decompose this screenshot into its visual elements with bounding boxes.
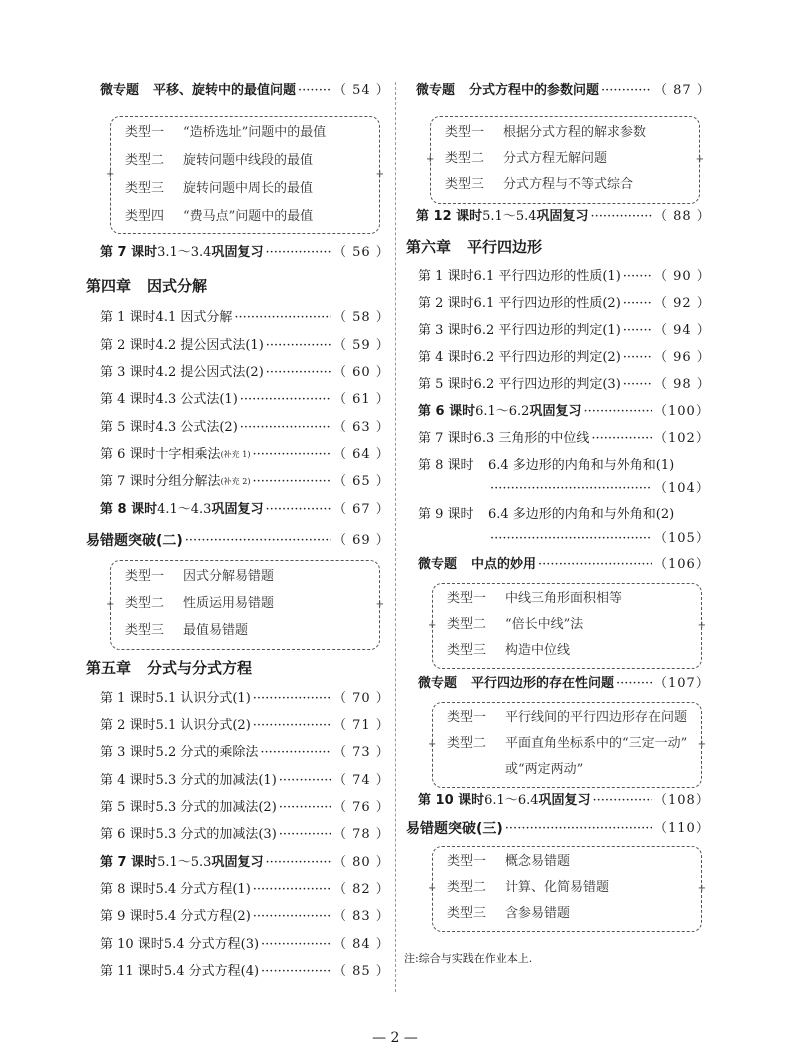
- toc-entry[interactable]: 第 10 课时 5.4 分式方程(3) ····· （ 84 ）: [100, 934, 385, 956]
- toc-entry-errors[interactable]: 易错题突破(三) ····· （110）: [406, 818, 706, 840]
- chapter-heading[interactable]: 第五章 分式与分式方程: [86, 659, 253, 677]
- toc-entry[interactable]: 第 9 课时 6.4 多边形的内角和与外角和(2): [418, 507, 675, 522]
- entry-title: 巩固复习: [211, 245, 264, 260]
- toc-entry[interactable]: 第 2 课时 5.1 认识分式(2) ····· （ 71 ）: [100, 715, 385, 737]
- type-item: + 类型一 概念易错题: [447, 854, 571, 869]
- type-item: 类型二 分式方程无解问题: [445, 151, 608, 166]
- type-item: 类型二 平面直角坐标系中的“三定一动”: [447, 736, 688, 751]
- type-box: [110, 560, 380, 650]
- toc-entry[interactable]: 第 8 课时 5.4 分式方程(1) ····· （ 82 ）: [100, 879, 385, 901]
- page-number: — 2 —: [372, 1030, 418, 1046]
- entry-range: 3.1～3.4: [157, 245, 212, 260]
- chapter-heading[interactable]: 第六章 平行四边形: [406, 238, 543, 256]
- type-item: 类型二 “倍长中线”法: [447, 617, 584, 632]
- leader-dots: [298, 80, 331, 102]
- entry-label: 微专题: [100, 83, 140, 98]
- type-item: + 类型一 根据分式方程的解求参数: [445, 125, 647, 140]
- toc-entry[interactable]: 第 7 课时 分组分解法 (补充 2) ····· （ 65 ）: [100, 471, 385, 493]
- type-box: [432, 583, 702, 669]
- toc-entry[interactable]: 第 3 课时 5.2 分式的乘除法 ····· （ 73 ）: [100, 742, 385, 764]
- toc-entry[interactable]: 第 4 课时 4.3 公式法(1) ····· （ 61 ）: [100, 389, 385, 411]
- type-item: 类型四 “费马点”问题中的最值: [125, 209, 314, 224]
- type-item: 类型三 含参易错题: [447, 906, 571, 921]
- entry-page: （ 56 ）: [333, 245, 390, 260]
- toc-entry-review[interactable]: [100, 242, 390, 264]
- toc-entry-continuation[interactable]: ····· （104）: [488, 478, 706, 500]
- type-item: + 类型一 平行线间的平行四边形存在问题: [447, 710, 688, 725]
- toc-entry[interactable]: 第 2 课时 4.2 提公因式法(1) ····· （ 59 ）: [100, 335, 385, 357]
- type-item: + 类型一 中线三角形面积相等: [447, 591, 623, 606]
- toc-entry[interactable]: 第 3 课时 6.2 平行四边形的判定(1) ····· （ 94 ）: [418, 320, 706, 342]
- toc-entry-review[interactable]: 第 8 课时 4.1～4.3 巩固复习 ····· （ 67 ）: [100, 499, 385, 521]
- toc-entry-topic[interactable]: 微专题 中点的妙用 ····· （106）: [418, 554, 706, 576]
- toc-entry[interactable]: 第 2 课时 6.1 平行四边形的性质(2) ····· （ 92 ）: [418, 293, 706, 315]
- type-item: 类型三 分式方程与不等式综合: [445, 177, 634, 192]
- toc-entry[interactable]: 第 1 课时 6.1 平行四边形的性质(1) ····· （ 90 ）: [418, 266, 706, 288]
- entry-page: （ 54 ）: [333, 83, 390, 98]
- column-divider: [395, 82, 396, 992]
- type-item: 类型三 最值易错题: [125, 623, 249, 638]
- footnote: 注:综合与实践在作业本上.: [404, 952, 533, 965]
- toc-entry[interactable]: 第 7 课时 6.3 三角形的中位线 ····· （102）: [418, 428, 706, 450]
- chapter-heading[interactable]: 第四章 因式分解: [86, 277, 208, 295]
- type-box: [430, 116, 700, 204]
- type-item: 类型二 性质运用易错题: [125, 596, 275, 611]
- leader-dots: [265, 242, 331, 264]
- toc-entry[interactable]: 第 5 课时 6.2 平行四边形的判定(3) ····· （ 98 ）: [418, 374, 706, 396]
- toc-entry-errors[interactable]: 易错题突破(二) ····· （ 69 ）: [86, 530, 385, 552]
- toc-entry[interactable]: 第 11 课时 5.4 分式方程(4) ····· （ 85 ）: [100, 961, 385, 983]
- toc-entry[interactable]: 第 4 课时 6.2 平行四边形的判定(2) ····· （ 96 ）: [418, 347, 706, 369]
- entry-lesson: 第 7 课时: [100, 245, 158, 260]
- entry-title: 平移、旋转中的最值问题: [153, 83, 297, 98]
- type-box: [432, 846, 702, 932]
- toc-entry[interactable]: 第 5 课时 5.3 分式的加减法(2) ····· （ 76 ）: [100, 797, 385, 819]
- toc-entry[interactable]: 第 1 课时 4.1 因式分解 ····· （ 58 ）: [100, 307, 385, 329]
- type-item: 类型三 旋转问题中周长的最值: [125, 181, 314, 196]
- toc-entry[interactable]: 第 3 课时 4.2 提公因式法(2) ····· （ 60 ）: [100, 362, 385, 384]
- toc-entry-review[interactable]: 第 7 课时 5.1～5.3 巩固复习 ····· （ 80 ）: [100, 852, 385, 874]
- toc-entry[interactable]: 第 6 课时 5.3 分式的加减法(3) ····· （ 78 ）: [100, 824, 385, 846]
- type-item: 类型二 计算、化简易错题: [447, 880, 610, 895]
- toc-entry-topic[interactable]: 微专题 分式方程中的参数问题 ····· （ 87 ）: [416, 80, 706, 102]
- toc-entry[interactable]: 第 8 课时 6.4 多边形的内角和与外角和(1): [418, 458, 675, 473]
- type-item: 或“两定两动”: [505, 762, 584, 777]
- type-box: [110, 116, 380, 234]
- toc-entry-review[interactable]: 第 6 课时 6.1～6.2 巩固复习 ····· （100）: [418, 401, 706, 423]
- toc-entry[interactable]: 第 1 课时 5.1 认识分式(1) ····· （ 70 ）: [100, 688, 385, 710]
- type-box: [432, 702, 702, 788]
- toc-entry-review[interactable]: 第 10 课时 6.1～6.4 巩固复习 ····· （108）: [418, 790, 706, 812]
- type-item: + 类型一 “造桥选址”问题中的最值: [125, 125, 327, 140]
- type-item: 类型三 构造中位线: [447, 643, 571, 658]
- toc-entry-continuation[interactable]: ····· （105）: [488, 528, 706, 550]
- toc-entry[interactable]: 第 6 课时 十字相乘法 (补充 1) ····· （ 64 ）: [100, 444, 385, 466]
- toc-entry-review[interactable]: 第 12 课时 5.1～5.4 巩固复习 ····· （ 88 ）: [416, 206, 706, 228]
- toc-entry[interactable]: 第 9 课时 5.4 分式方程(2) ····· （ 83 ）: [100, 906, 385, 928]
- type-item: 类型二 旋转问题中线段的最值: [125, 153, 314, 168]
- toc-entry[interactable]: 第 4 课时 5.3 分式的加减法(1) ····· （ 74 ）: [100, 770, 385, 792]
- type-item: + 类型一 因式分解易错题: [125, 569, 275, 584]
- toc-entry-topic[interactable]: [100, 80, 390, 102]
- toc-entry-topic[interactable]: 微专题 平行四边形的存在性问题 ····· （107）: [418, 673, 706, 695]
- toc-entry[interactable]: 第 5 课时 4.3 公式法(2) ····· （ 63 ）: [100, 417, 385, 439]
